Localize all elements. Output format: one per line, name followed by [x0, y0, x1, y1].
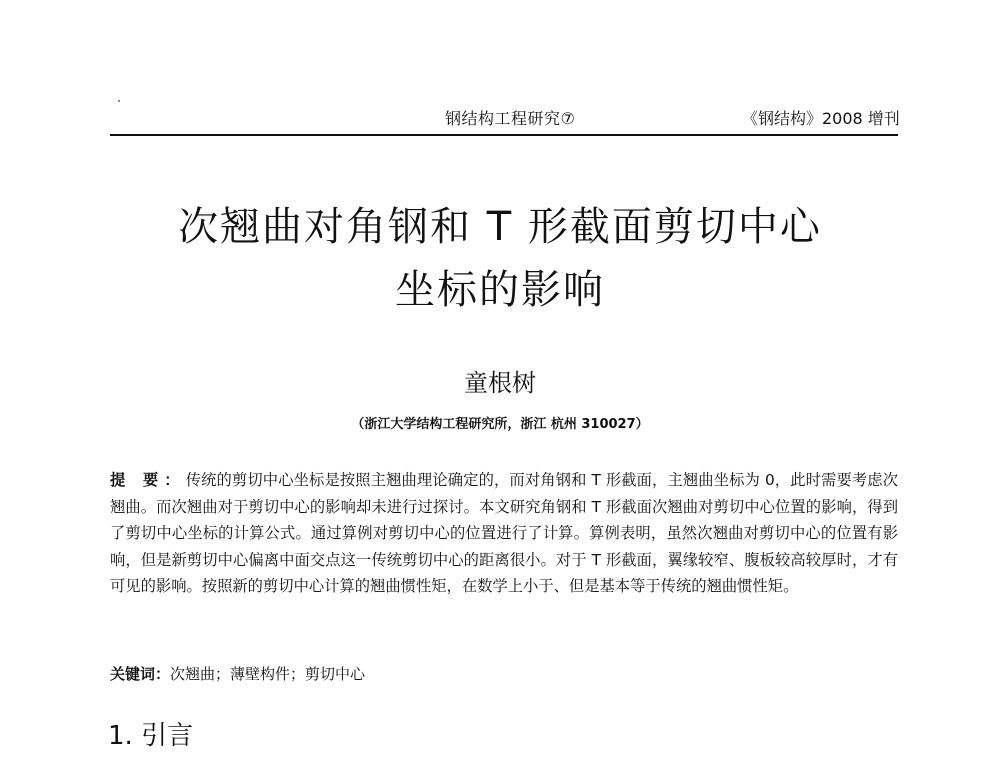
- abstract: [110, 467, 898, 600]
- running-header-series: 钢结构工程研究⑦: [445, 109, 576, 128]
- author-name: 童根树: [464, 369, 536, 397]
- keywords: [110, 663, 365, 684]
- section-heading-introduction: 1. 引言: [108, 721, 194, 751]
- paper-title-line-1: 次翘曲对角钢和 T 形截面剪切中心: [178, 204, 822, 250]
- running-header-journal: 《钢结构》2008 增刊: [742, 109, 900, 128]
- keywords-text: 次翘曲；薄壁构件；剪切中心: [170, 665, 366, 683]
- header-rule: [110, 134, 898, 136]
- keywords-label: 关键词：: [110, 665, 171, 683]
- paper-title-line-2: 坐标的影响: [395, 267, 605, 313]
- abstract-text: 传统的剪切中心坐标是按照主翘曲理论确定的，而对角钢和 T 形截面，主翘曲坐标为 0，此时需要考虑次翘曲。而次翘曲对于剪切中心的影响却未进行过探讨。本文研究角钢和 T 形截面次翘曲对剪切中心位置的影响，得到了剪切中心坐标的计算公式。通过算例对剪切中心的位置进行了计算。算例表明，虽然次翘曲对剪切中心的位置有影响，但是新剪切中心偏离中面交点这一传统剪切中心的距离很小。对于 T 形截面，翼缘较窄、腹板较高较厚时，才有可见的影响。按照新的剪切中心计算的翘曲惯性矩，在数学上小于、但是基本等于传统的翘曲惯性矩。: [110, 471, 899, 596]
- scan-speck: [118, 100, 120, 102]
- abstract-label: 提 要：: [110, 471, 186, 489]
- author-affiliation: （浙江大学结构工程研究所，浙江 杭州 310027）: [351, 417, 649, 432]
